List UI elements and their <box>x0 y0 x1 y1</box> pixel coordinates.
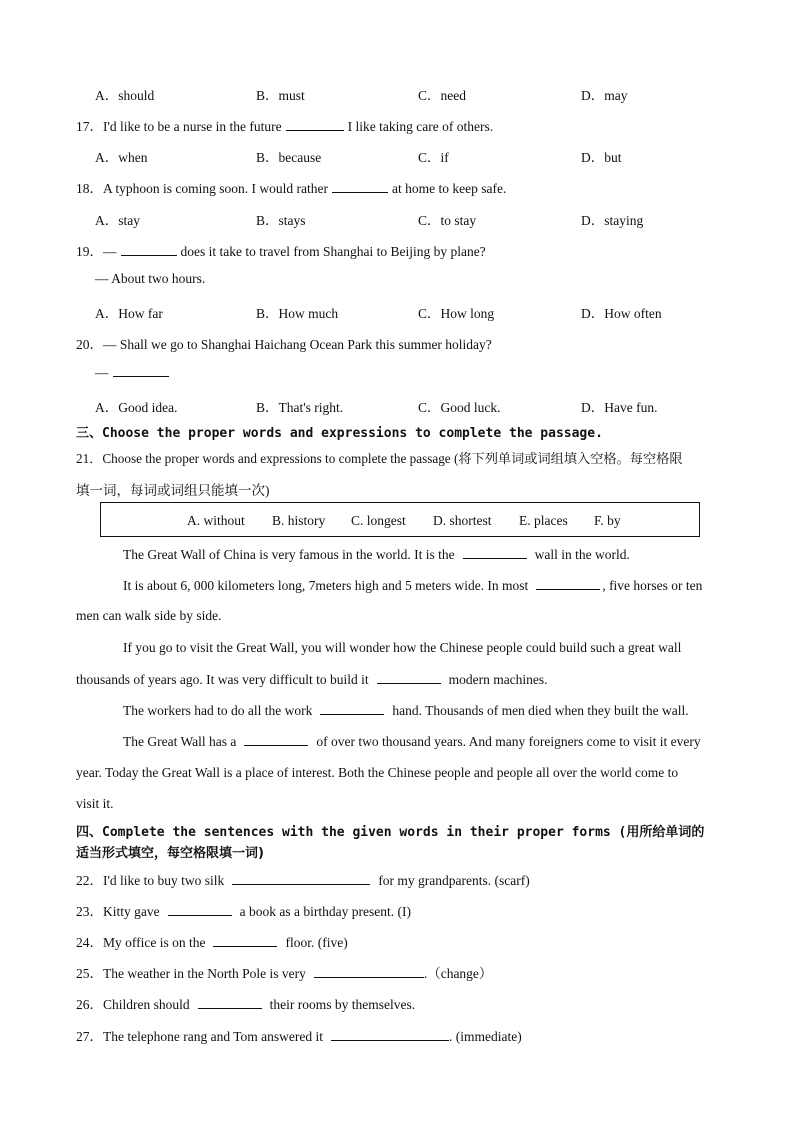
section-4-heading: 四、Complete the sentences with the given words in their proper forms (用所给单词的 <box>76 825 705 840</box>
answer-blank <box>198 996 262 1009</box>
passage-paragraph-2: It is about 6, 000 kilometers long, 7meters high and 5 meters wide. In most , five horses or ten <box>123 578 703 593</box>
answer-blank <box>314 965 424 978</box>
answer-blank <box>168 903 232 916</box>
word-bank-item: B. history <box>272 513 326 528</box>
word-bank-item: D. shortest <box>433 513 492 528</box>
passage-paragraph-3-cont: thousands of years ago. It was very difficult to build it modern machines. <box>76 672 548 687</box>
answer-blank <box>320 702 384 715</box>
word-bank-item: C. longest <box>351 513 406 528</box>
answer-blank <box>377 671 441 684</box>
q16-option-b: B．must <box>256 88 305 103</box>
answer-blank <box>232 872 370 885</box>
passage-paragraph-5: The Great Wall has a of over two thousand years. And many foreigners come to visit it every <box>123 734 701 749</box>
section-4-heading-cont: 适当形式填空，每空格限填一词) <box>76 846 264 861</box>
question-19: 19．— does it take to travel from Shanghai to Beijing by plane? <box>76 244 486 259</box>
answer-blank <box>113 364 169 377</box>
word-bank-item: A. without <box>187 513 245 528</box>
question-21: 21．Choose the proper words and expressions to complete the passage (将下列单词或词组填入空格。每空格限 <box>76 451 683 466</box>
answer-blank <box>332 180 388 193</box>
q20-option-c: C．Good luck. <box>418 400 501 415</box>
word-bank-item: E. places <box>519 513 568 528</box>
question-number: 19． <box>76 244 103 259</box>
q18-option-b: B．stays <box>256 213 306 228</box>
question-20: 20．— Shall we go to Shanghai Haichang Ocean Park this summer holiday? <box>76 337 492 352</box>
answer-blank <box>213 934 277 947</box>
question-number: 18． <box>76 181 103 196</box>
question-number: 22． <box>76 873 103 888</box>
q20-option-a: A．Good idea. <box>95 400 178 415</box>
q16-option-a: A．should <box>95 88 155 103</box>
q20-option-d: D．Have fun. <box>581 400 658 415</box>
q19-option-a: A．How far <box>95 306 163 321</box>
question-number: 26． <box>76 997 103 1012</box>
q17-option-d: D．but <box>581 150 622 165</box>
q17-option-c: C．if <box>418 150 449 165</box>
passage-paragraph-5-end: visit it. <box>76 796 114 811</box>
answer-blank <box>331 1028 449 1041</box>
question-number: 24． <box>76 935 103 950</box>
passage-paragraph-2-cont: men can walk side by side. <box>76 608 222 623</box>
question-21-instructions-cont: 填一词，每词或词组只能填一次) <box>76 483 270 498</box>
passage-paragraph-4: The workers had to do all the work hand. Thousands of men died when they built the wall. <box>123 703 689 718</box>
question-number: 21． <box>76 451 103 466</box>
q18-option-a: A．stay <box>95 213 140 228</box>
q19-option-b: B．How much <box>256 306 339 321</box>
q20-reply-line: — <box>95 364 173 381</box>
question-number: 23． <box>76 904 103 919</box>
question-number: 25． <box>76 966 103 981</box>
answer-blank <box>286 118 344 131</box>
q19-option-c: C．How long <box>418 306 495 321</box>
question-number: 27． <box>76 1029 103 1044</box>
q17-option-a: A．when <box>95 150 148 165</box>
answer-blank <box>463 546 527 559</box>
q18-option-d: D．staying <box>581 213 644 228</box>
question-number: 17． <box>76 119 103 134</box>
question-27: 27．The telephone rang and Tom answered it . (immediate) <box>76 1029 522 1044</box>
answer-blank <box>121 243 177 256</box>
q19-answer-line: — About two hours. <box>95 271 206 286</box>
question-number: 20． <box>76 337 103 352</box>
q17-option-b: B．because <box>256 150 322 165</box>
answer-blank <box>536 577 600 590</box>
section-3-heading: 三、Choose the proper words and expressions to complete the passage. <box>76 426 603 441</box>
question-24: 24．My office is on the floor. (five) <box>76 935 348 950</box>
passage-paragraph-5-cont: year. Today the Great Wall is a place of interest. Both the Chinese people and people all over the world come to <box>76 765 679 780</box>
q16-option-d: D．may <box>581 88 628 103</box>
word-bank-box <box>100 502 700 537</box>
q20-option-b: B．That's right. <box>256 400 344 415</box>
answer-blank <box>244 733 308 746</box>
question-26: 26．Children should their rooms by themselves. <box>76 997 416 1012</box>
question-25: 25．The weather in the North Pole is very .（change） <box>76 966 493 981</box>
q18-option-c: C．to stay <box>418 213 477 228</box>
passage-paragraph-3: If you go to visit the Great Wall, you will wonder how the Chinese people could build such a great wall <box>123 640 682 655</box>
passage-paragraph-1: The Great Wall of China is very famous in the world. It is the wall in the world. <box>123 547 630 562</box>
question-23: 23．Kitty gave a book as a birthday present. (I) <box>76 904 411 919</box>
word-bank-item: F. by <box>594 513 621 528</box>
question-22: 22．I'd like to buy two silk for my grandparents. (scarf) <box>76 873 530 888</box>
question-18: 18．A typhoon is coming soon. I would rather at home to keep safe. <box>76 181 507 196</box>
q16-option-c: C．need <box>418 88 466 103</box>
q19-option-d: D．How often <box>581 306 662 321</box>
question-17: 17．I'd like to be a nurse in the future I like taking care of others. <box>76 119 494 134</box>
